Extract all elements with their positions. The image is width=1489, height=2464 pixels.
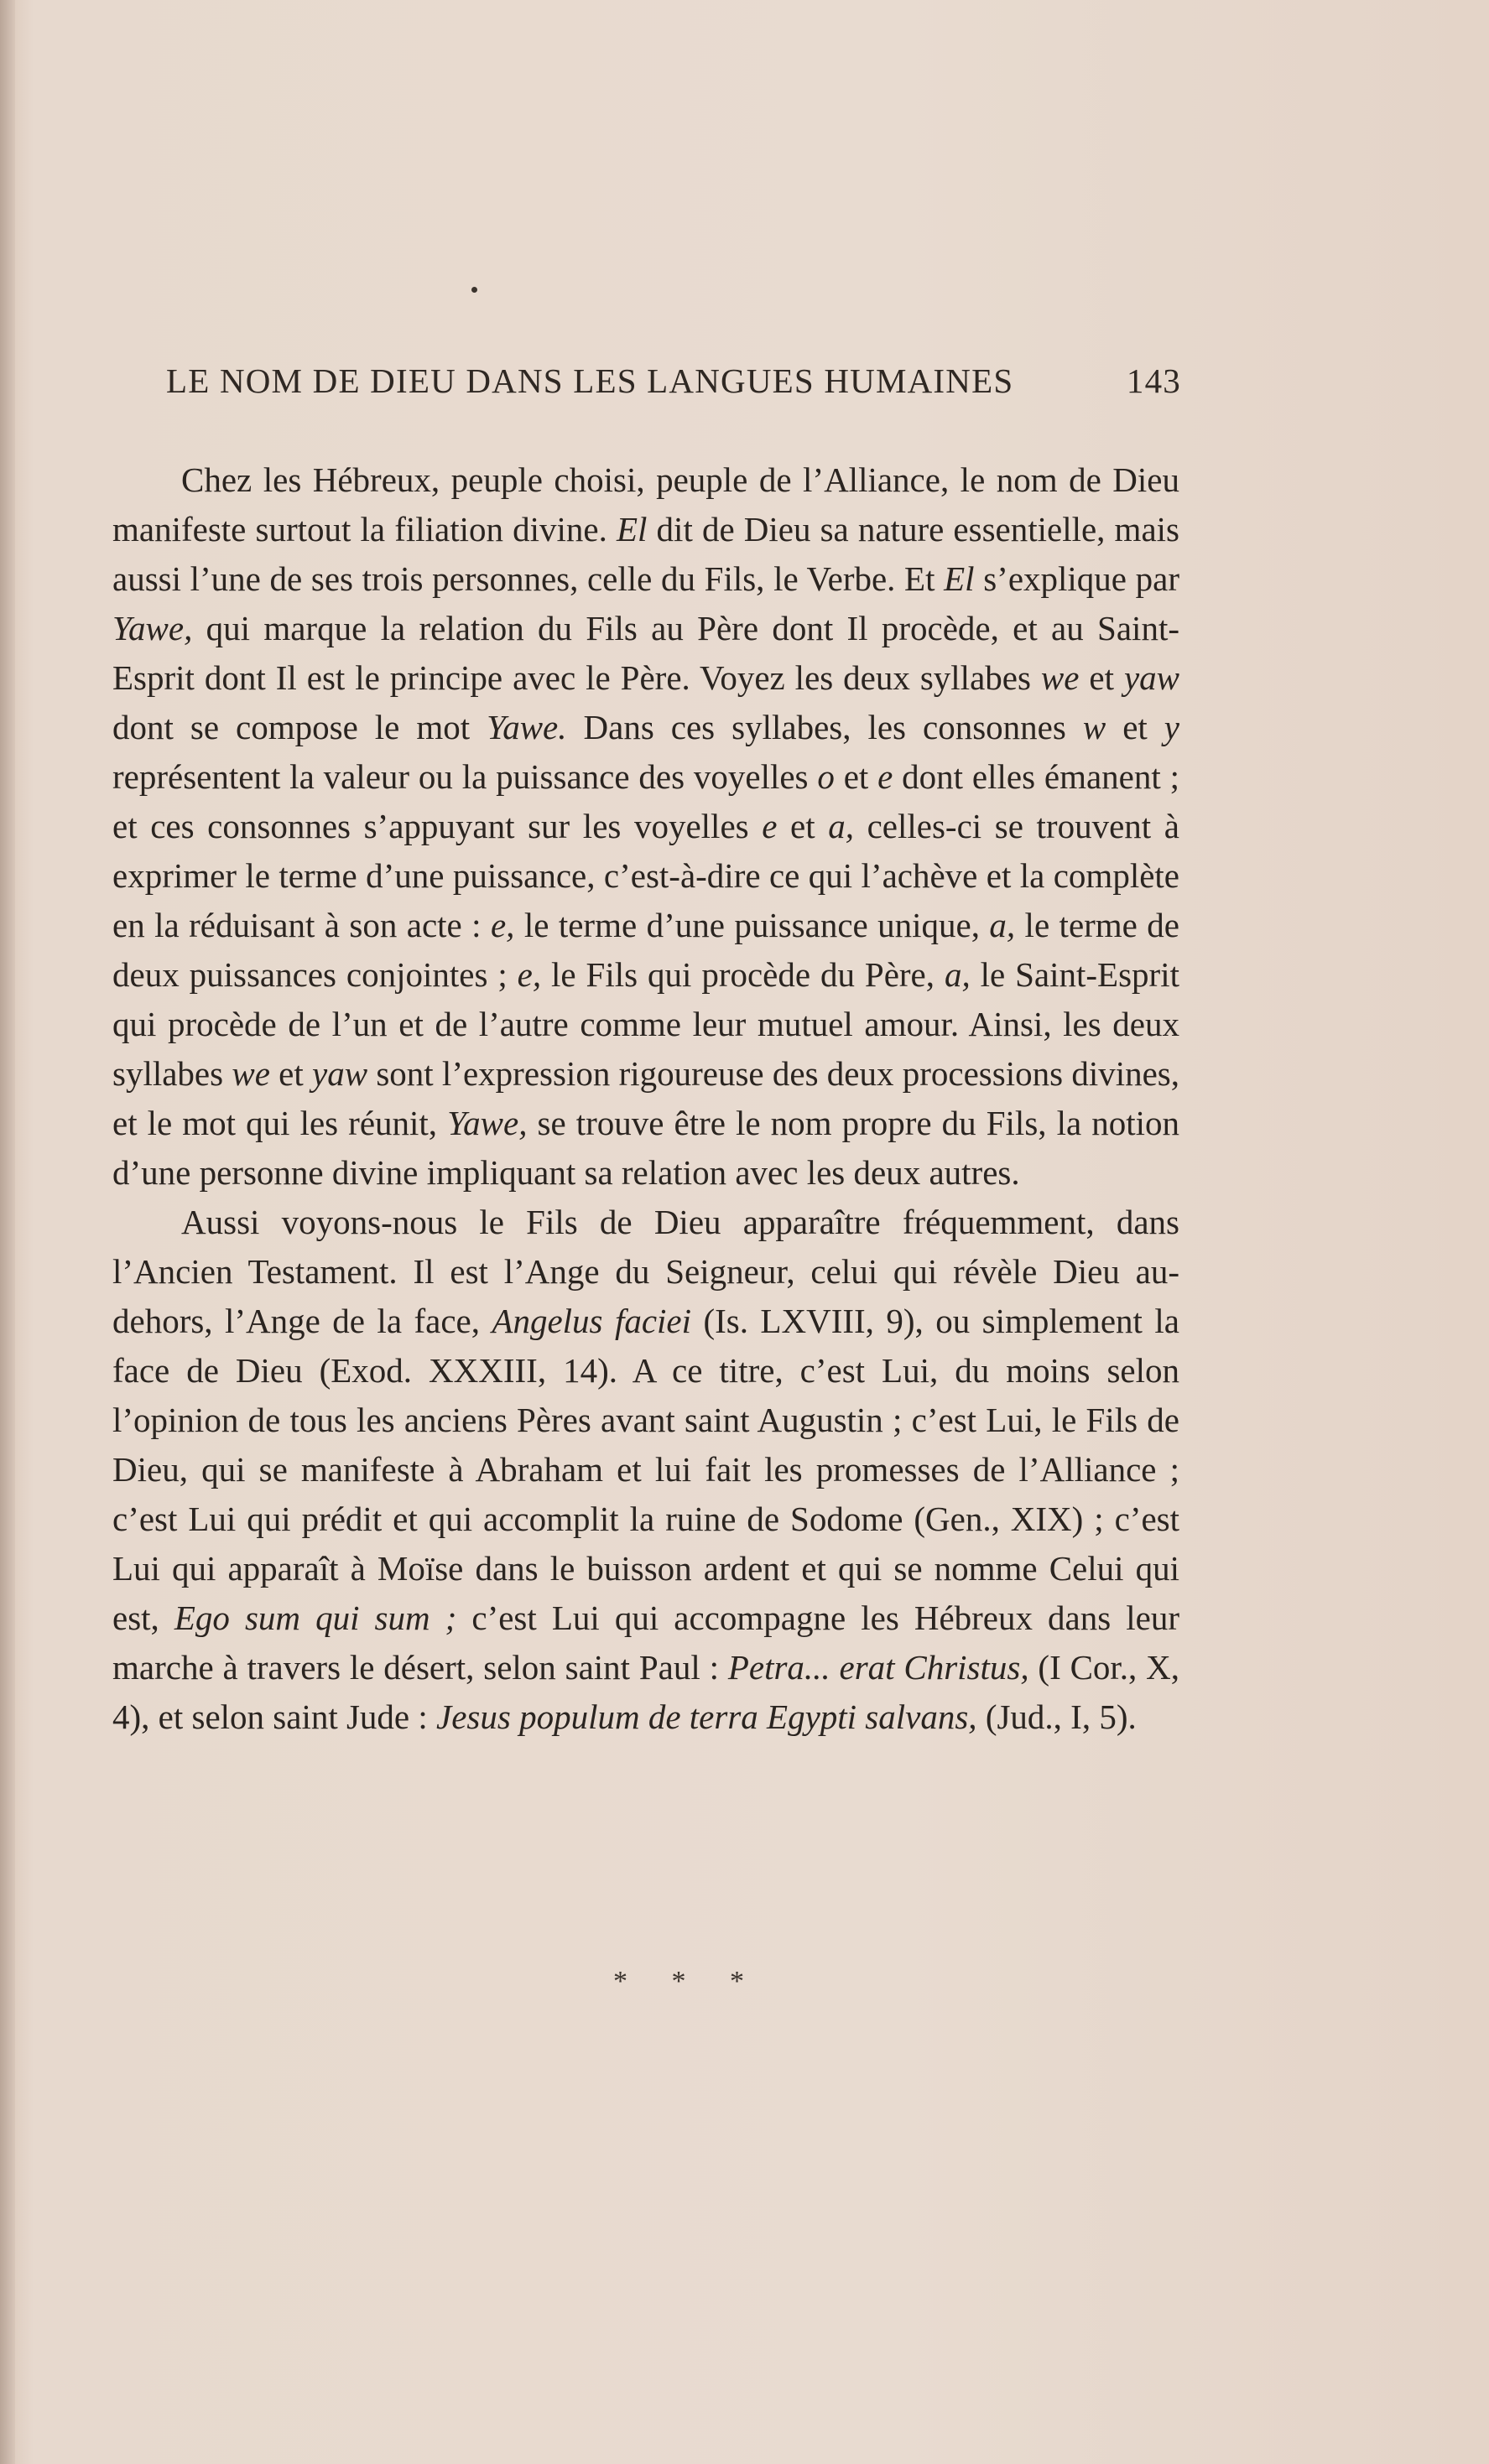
paragraph-2: Aussi voyons-nous le Fils de Dieu apparaître fréquemment, dans l’Ancien Testament. Il est l’Ange du Seigneur, celui qui révèle Dieu au-dehors, l’Ange de la face, Angelus faciei (Is. LXVIII, 9), ou simplement la face de Dieu (Exod. XXXIII, 14). A ce titre, c’est Lui, du moins selon l’opinion de tous les anciens Pères avant saint Augustin ; c’est Lui, le Fils de Dieu, qui se manifeste à Abraham et lui fait les promesses de l’Alliance ; c’est Lui qui prédit et qui accomplit la ruine de Sodome (Gen., XIX) ; c’est Lui qui apparaît à Moïse dans le buisson ardent et qui se nomme Celui qui est, Ego sum qui sum ; c’est Lui qui accompagne les Hébreux dans leur marche à travers le désert, selon saint Paul : Petra... erat Christus, (I Cor., X, 4), et selon saint Jude : Jesus populum de terra Egypti salvans, (Jud., I, 5). xyxy=(112,1203,1180,1736)
body-text xyxy=(112,455,1179,1742)
running-header-title: LE NOM DE DIEU DANS LES LANGUES HUMAINES xyxy=(166,361,1014,400)
ink-speck xyxy=(471,287,477,293)
page-binding-edge xyxy=(0,0,15,2464)
section-separator: * * * xyxy=(613,1966,763,1997)
page-number: 143 xyxy=(1126,361,1181,400)
paragraph-1: Chez les Hébreux, peuple choisi, peuple de l’Alliance, le nom de Dieu manifeste surtout la filiation divine. El dit de Dieu sa nature essentielle, mais aussi l’une de ses trois personnes, celle du Fils, le Verbe. Et El s’explique par Yawe, qui marque la relation du Fils au Père dont Il procède, et au Saint-Esprit dont Il est le principe avec le Père. Voyez les deux syllabes we et yaw dont se compose le mot Yawe. Dans ces syllabes, les consonnes w et y représentent la valeur ou la puissance des voyelles o et e dont elles émanent ; et ces consonnes s’appuyant sur les voyelles e et a, celles-ci se trouvent à exprimer le terme d’une puissance, c’est-à-dire ce qui l’achève et la complète en la réduisant à son acte : e, le terme d’une puissance unique, a, le terme de deux puissances conjointes ; e, le Fils qui procède du Père, a, le Saint-Esprit qui procède de l’un et de l’autre comme leur mutuel amour. Ainsi, les deux syllabes we et yaw sont l’expression rigoureuse des deux processions divines, et le mot qui les réunit, Yawe, se trouve être le nom propre du Fils, la notion d’une personne divine impliquant sa relation avec les deux autres. xyxy=(112,460,1180,1192)
running-header xyxy=(166,361,1181,401)
